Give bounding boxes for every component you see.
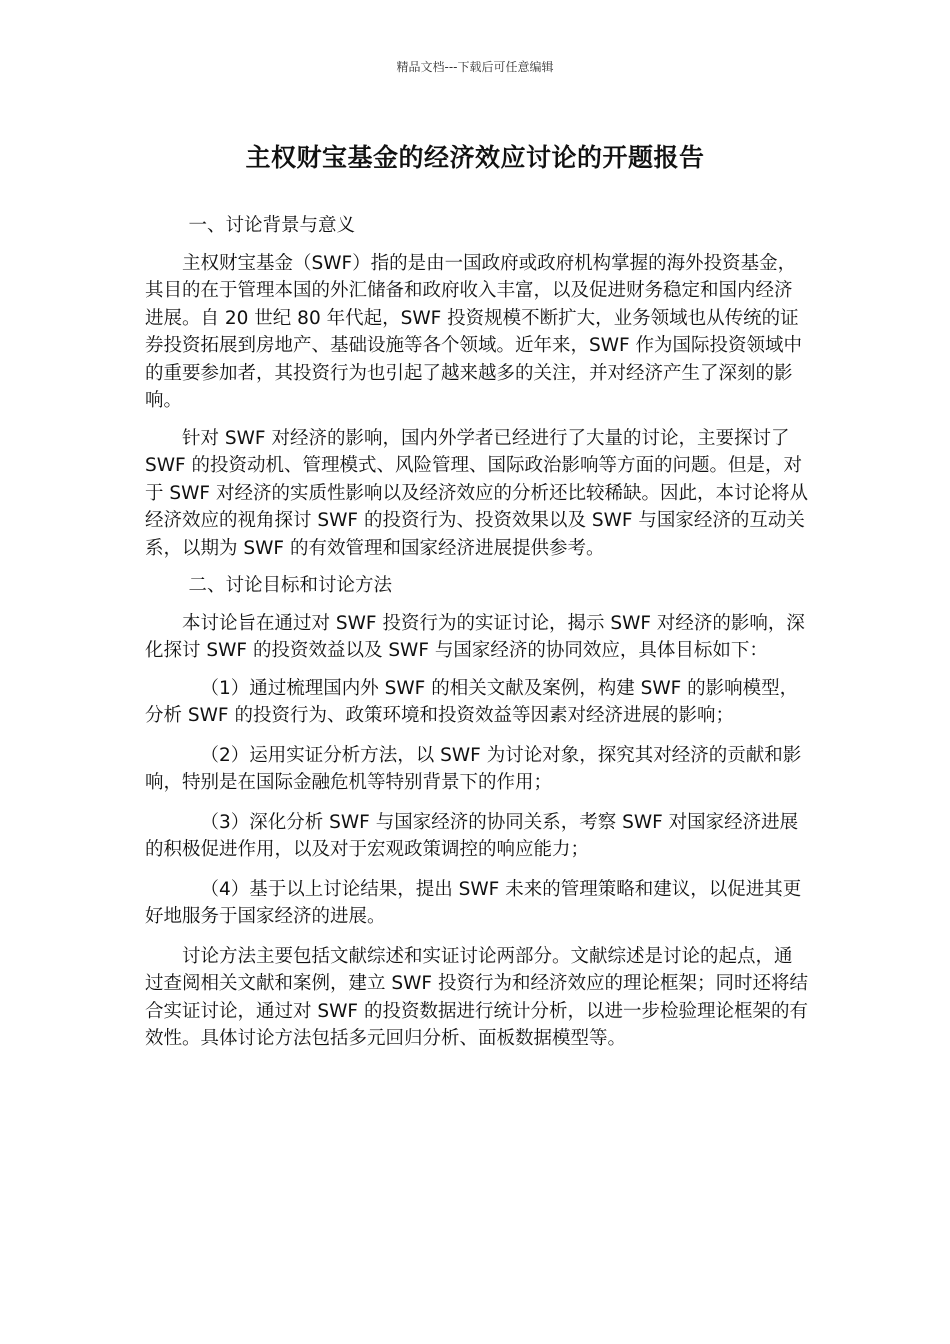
paragraph-methods: 讨论方法主要包括文献综述和实证讨论两部分。文献综述是讨论的起点，通过查阅相关文献和案例，建立 SWF 投资行为和经济效应的理论框架；同时还将结合实证讨论，通过对 SWF 的投资数据进行统计分析，以进一步检验理论框架的有效性。具体讨论方法包括多元回归分析、面板数据模型等。 — [145, 945, 808, 1049]
section-heading-objectives: 二、讨论目标和讨论方法 — [188, 575, 392, 596]
paragraph-research-gap: 针对 SWF 对经济的影响，国内外学者已经进行了大量的讨论，主要探讨了 SWF 的投资动机、管理模式、风险管理、国际政治影响等方面的问题。但是，对于 SWF 对经济的实质性影响以及经济效应的分析还比较稀缺。因此，本讨论将从经济效应的视角探讨 SWF 的投资行为、投资效果以及 SWF 与国家经济的互动关系，以期为 SWF 的有效管理和国家经济进展提供参考。 — [145, 427, 808, 559]
document-body — [145, 212, 810, 1063]
document-title: 主权财宝基金的经济效应讨论的开题报告 — [245, 143, 705, 172]
objective-item-3: （3）深化分析 SWF 与国家经济的协同关系，考察 SWF 对国家经济进展的积极促进作用，以及对于宏观政策调控的响应能力； — [145, 811, 799, 860]
objective-item-2: （2）运用实证分析方法，以 SWF 为讨论对象，探究其对经济的贡献和影响，特别是在国际金融危机等特别背景下的作用； — [145, 744, 802, 793]
objective-item-1: （1）通过梳理国内外 SWF 的相关文献及案例，构建 SWF 的影响模型，分析 SWF 的投资行为、政策环境和投资效益等因素对经济进展的影响； — [145, 677, 799, 726]
paragraph-objectives-intro: 本讨论旨在通过对 SWF 投资行为的实证讨论，揭示 SWF 对经济的影响，深化探讨 SWF 的投资效益以及 SWF 与国家经济的协同效应，具体目标如下： — [145, 612, 805, 661]
objective-item-4: （4）基于以上讨论结果，提出 SWF 未来的管理策略和建议，以促进其更好地服务于国家经济的进展。 — [145, 878, 802, 927]
section-heading-background: 一、讨论背景与意义 — [188, 215, 355, 236]
header-note: 精品文档---下载后可任意编辑 — [396, 60, 554, 74]
paragraph-swf-definition: 主权财宝基金（SWF）指的是由一国政府或政府机构掌握的海外投资基金，其目的在于管理本国的外汇储备和政府收入丰富，以及促进财务稳定和国内经济进展。自 20 世纪 80 年代起，SWF 投资规模不断扩大，业务领域也从传统的证券投资拓展到房地产、基础设施等各个领域。近年来，SWF 作为国际投资领域中的重要参加者，其投资行为也引起了越来越多的关注，并对经济产生了深刻的影响。 — [145, 252, 803, 411]
